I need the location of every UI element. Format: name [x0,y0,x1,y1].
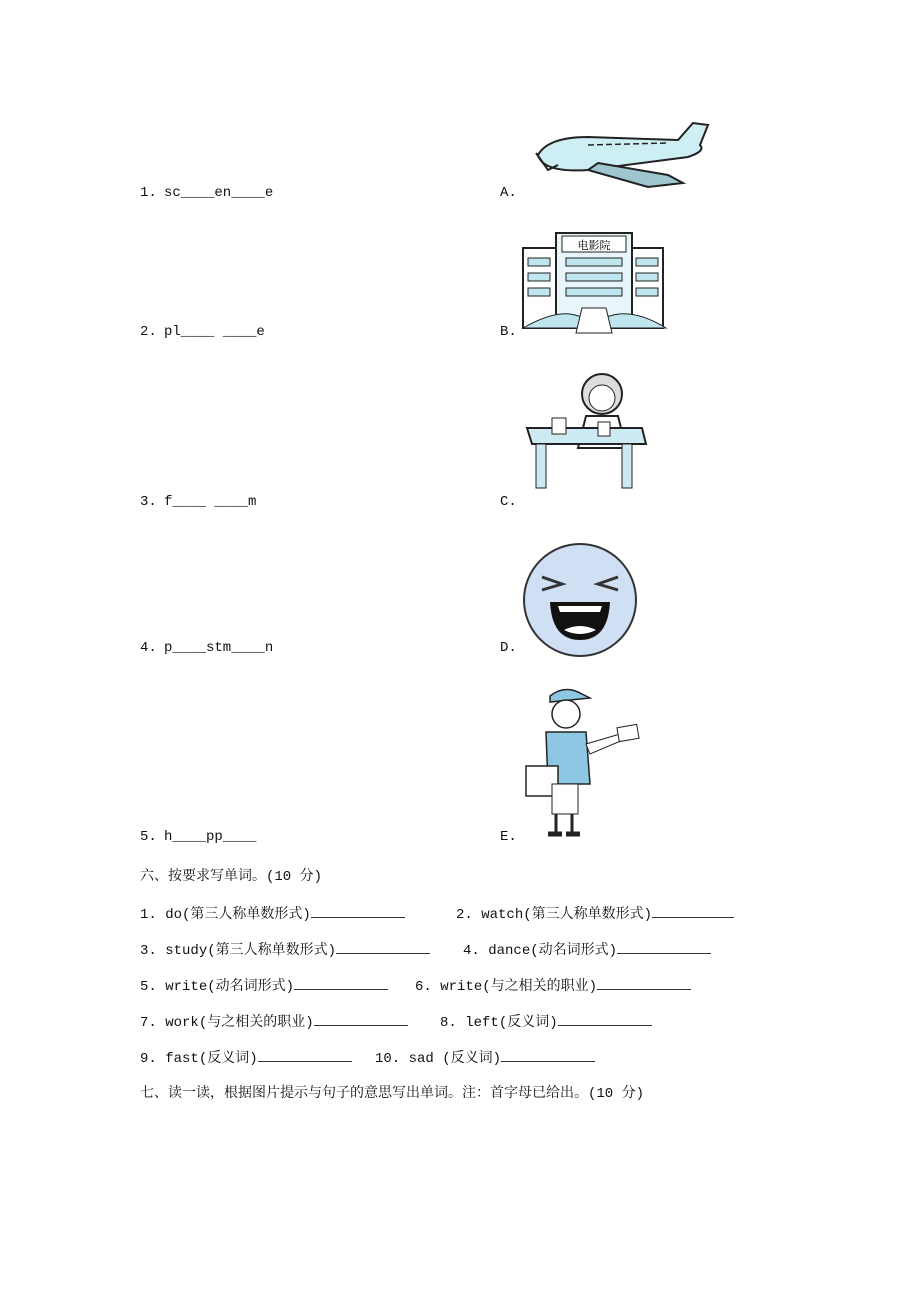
exercise-item [456,905,734,923]
item-number: 10. [375,1051,401,1067]
item-number: 3. [140,494,157,510]
exercise-item [140,1013,408,1031]
word-blank[interactable]: pl____ ____e [164,324,265,340]
section-7-title: 七、读一读，根据图片提示与句子的意思写出单词。注：首字母已给出。(10 分) [140,1086,645,1102]
answer-blank[interactable] [258,1049,352,1062]
exercise-item [415,977,691,995]
exercise-item [463,941,711,959]
laughing-face-picture [520,542,640,658]
word-blank[interactable]: sc____en____e [164,185,274,201]
item-number: 8. [440,1015,457,1031]
exercise-item [140,977,388,995]
section-6-title: 六、按要求写单词。(10 分) [140,869,323,885]
answer-blank[interactable] [597,977,691,990]
cinema-sign: 电影院 [577,239,611,252]
item-prompt: dance(动名词形式) [488,943,618,959]
item-prompt: left(反义词) [465,1015,558,1031]
option-letter: E. [500,829,517,845]
item-prompt: write(与之相关的职业) [440,979,598,995]
item-number: 1. [140,185,157,201]
word-blank[interactable]: h____pp____ [164,829,257,845]
answer-blank[interactable] [617,941,711,954]
item-number: 5. [140,829,157,845]
exercise-item [140,941,430,959]
item-prompt: watch(第三人称单数形式) [481,907,653,923]
option-letter: C. [500,494,517,510]
item-number: 5. [140,979,157,995]
item-prompt: write(动名词形式) [165,979,295,995]
answer-blank[interactable] [336,941,430,954]
option-letter: B. [500,324,517,340]
answer-blank[interactable] [652,905,734,918]
item-prompt: work(与之相关的职业) [165,1015,314,1031]
answer-blank[interactable] [314,1013,408,1026]
exercise-item [375,1049,595,1067]
word-blank[interactable]: p____stm____n [164,640,274,656]
item-number: 4. [140,640,157,656]
item-number: 1. [140,907,157,923]
item-prompt: do(第三人称单数形式) [165,907,311,923]
airplane-picture [528,115,710,190]
scientist-picture [522,366,650,494]
item-number: 2. [140,324,157,340]
exercise-item [140,1049,352,1067]
item-prompt: study(第三人称单数形式) [165,943,337,959]
answer-blank[interactable] [294,977,388,990]
option-letter: D. [500,640,517,656]
item-number: 7. [140,1015,157,1031]
item-number: 9. [140,1051,157,1067]
word-blank[interactable]: f____ ____m [164,494,257,510]
answer-blank[interactable] [501,1049,595,1062]
answer-blank[interactable] [311,905,405,918]
option-letter: A. [500,185,517,201]
exercise-item [140,905,405,923]
item-number: 3. [140,943,157,959]
item-number: 6. [415,979,432,995]
item-number: 4. [463,943,480,959]
item-prompt: fast(反义词) [165,1051,258,1067]
item-number: 2. [456,907,473,923]
exercise-item [440,1013,652,1031]
item-prompt: sad (反义词) [408,1051,502,1067]
postman-picture [520,684,642,844]
cinema-picture [518,228,668,336]
answer-blank[interactable] [558,1013,652,1026]
